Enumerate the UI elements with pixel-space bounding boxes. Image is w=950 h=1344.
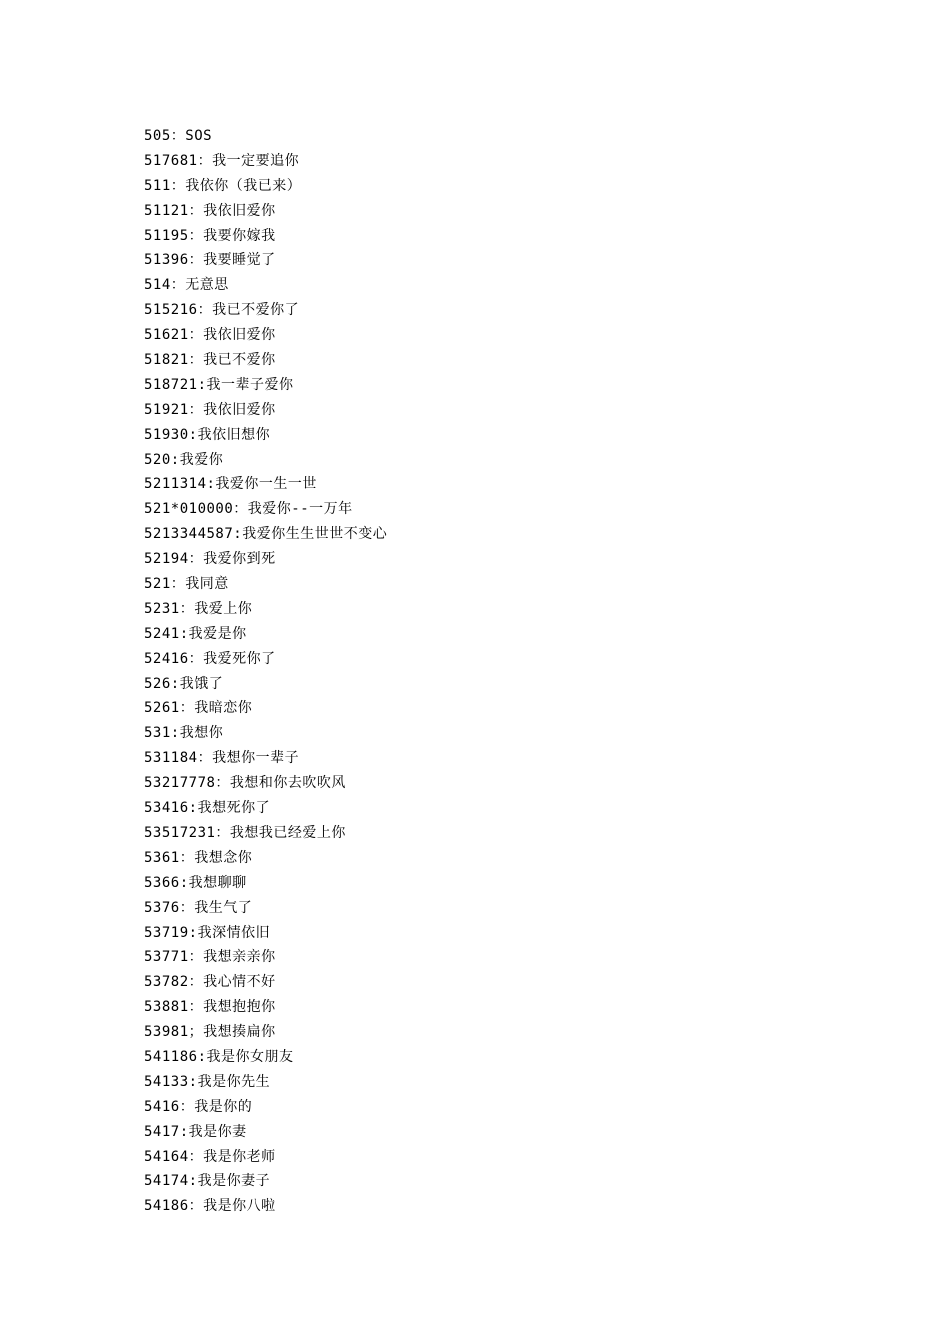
list-item: 53981；我想揍扁你	[144, 1024, 276, 1041]
list-item: 521：我同意	[144, 576, 229, 593]
list-item: 5366:我想聊聊	[144, 874, 247, 891]
list-item: 54133:我是你先生	[144, 1073, 271, 1090]
list-item: 53517231：我想我已经爱上你	[144, 824, 346, 841]
list-item: 53782：我心情不好	[144, 974, 276, 991]
list-item: 53217778：我想和你去吹吹风	[144, 775, 346, 792]
list-item: 518721:我一辈子爱你	[144, 376, 294, 393]
list-item: 5261：我暗恋你	[144, 700, 253, 717]
list-item: 505：SOS	[144, 128, 213, 144]
list-item: 5241:我爱是你	[144, 625, 247, 642]
list-item: 51621：我依旧爱你	[144, 327, 276, 344]
list-item: 5361：我想念你	[144, 849, 253, 866]
code-list	[144, 124, 387, 1219]
list-item: 51396：我要睡觉了	[144, 252, 276, 269]
list-item: 515216：我已不爱你了	[144, 302, 300, 319]
list-item: 514：无意思	[144, 277, 229, 294]
list-item: 526:我饿了	[144, 675, 224, 692]
list-item: 51195：我要你嫁我	[144, 227, 276, 244]
list-item: 51121：我依旧爱你	[144, 202, 276, 219]
list-item: 5231：我爱上你	[144, 600, 253, 617]
list-item: 531:我想你	[144, 725, 224, 742]
list-item: 52416：我爱死你了	[144, 650, 276, 667]
list-item: 54174:我是你妻子	[144, 1173, 271, 1190]
list-item: 531184：我想你一辈子	[144, 750, 300, 767]
list-item: 520:我爱你	[144, 451, 224, 468]
list-item: 51921：我依旧爱你	[144, 401, 276, 418]
list-item: 53719:我深情依旧	[144, 924, 271, 941]
list-item: 5213344587:我爱你生生世世不变心	[144, 526, 388, 543]
list-item: 54164：我是你老师	[144, 1148, 276, 1165]
list-item: 517681：我一定要追你	[144, 152, 300, 169]
list-item: 53416:我想死你了	[144, 800, 271, 817]
list-item: 5376：我生气了	[144, 899, 253, 916]
list-item: 541186:我是你女朋友	[144, 1048, 294, 1065]
list-item: 53771：我想亲亲你	[144, 949, 276, 966]
list-item: 51821：我已不爱你	[144, 352, 276, 369]
list-item: 5416：我是你的	[144, 1098, 253, 1115]
list-item: 521*010000：我爱你--一万年	[144, 501, 353, 518]
list-item: 51930:我依旧想你	[144, 426, 271, 443]
list-item: 52194：我爱你到死	[144, 551, 276, 568]
list-item: 54186：我是你八啦	[144, 1198, 276, 1215]
list-item: 53881：我想抱抱你	[144, 999, 276, 1016]
list-item: 5211314:我爱你一生一世	[144, 476, 317, 493]
list-item: 5417:我是你妻	[144, 1123, 247, 1140]
list-item: 511：我依你（我已来）	[144, 177, 302, 194]
